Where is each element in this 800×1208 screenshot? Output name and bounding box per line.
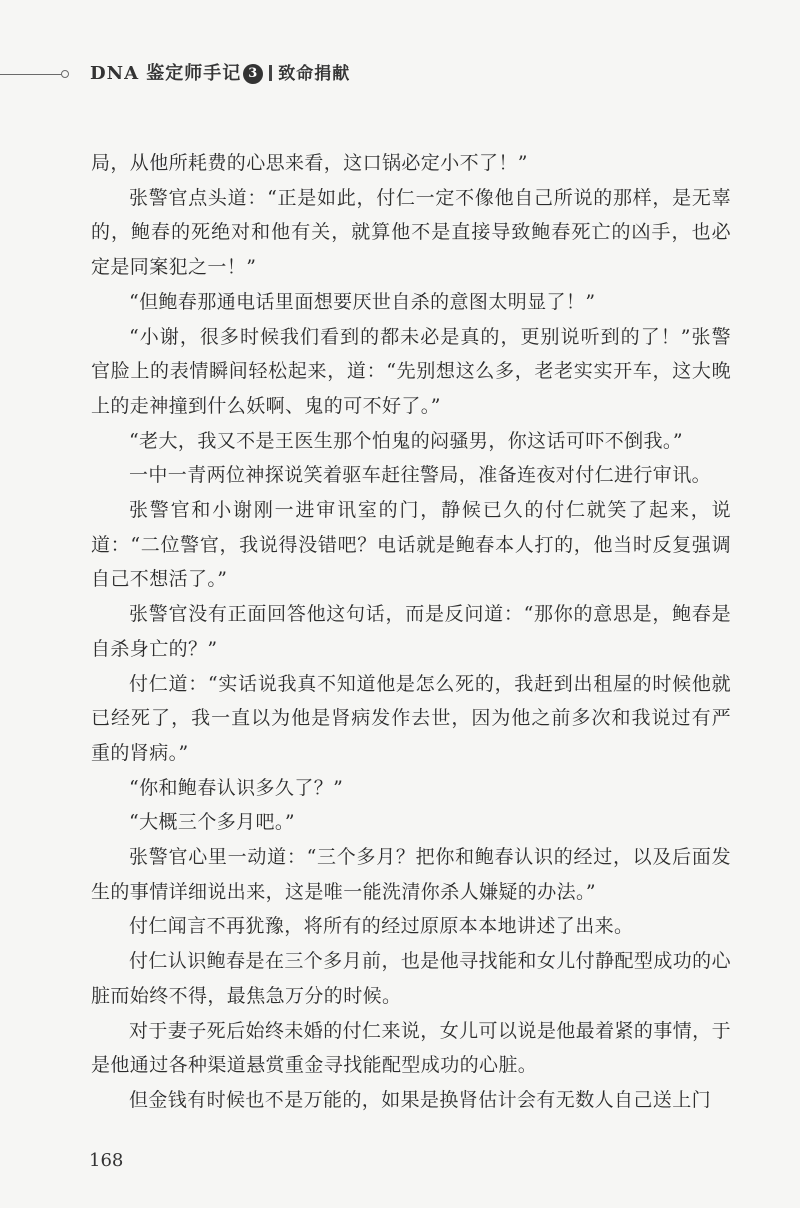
- paragraph: 张警官和小谢刚一进审讯室的门，静候已久的付仁就笑了起来，说道：“二位警官，我说得没错吧？电话就是鲍春本人打的，他当时反复强调自己不想活了。”: [91, 499, 731, 591]
- header-rule: [0, 74, 62, 75]
- body-text: [91, 146, 731, 1118]
- paragraph: 张警官心里一动道：“三个多月？把你和鲍春认识的经过，以及后面发生的事情详细说出来，这是唯一能洗清你杀人嫌疑的办法。”: [91, 846, 731, 903]
- header-ornament-circle: [61, 70, 69, 78]
- paragraph: 一中一青两位神探说笑着驱车赶往警局，准备连夜对付仁进行审讯。: [129, 464, 712, 487]
- paragraph: 张警官点头道：“正是如此，付仁一定不像他自己所说的那样，是无辜的，鲍春的死绝对和他有关，就算他不是直接导致鲍春死亡的凶手，也必定是同案犯之一！”: [91, 186, 731, 279]
- running-header: [0, 60, 800, 90]
- paragraph: “老大，我又不是王医生那个怕鬼的闷骚男，你这话可吓不倒我。”: [129, 429, 683, 452]
- paragraph: 张警官没有正面回答他这句话，而是反问道：“那你的意思是，鲍春是自杀身亡的？”: [91, 603, 731, 660]
- paragraph: 但金钱有时候也不是万能的，如果是换肾估计会有无数人自己送上门: [129, 1088, 712, 1111]
- paragraph: 局，从他所耗费的心思来看，这口锅必定小不了！”: [91, 152, 528, 174]
- page-number: 168: [89, 1150, 124, 1171]
- book-header-title: [90, 60, 350, 88]
- book-subtitle: 致命捐献: [278, 64, 351, 84]
- paragraph: 付仁道：“实话说我真不知道他是怎么死的，我赶到出租屋的时候他就已经死了，我一直以为他是肾病发作去世，因为他之前多次和我说过有严重的肾病。”: [91, 672, 731, 764]
- paragraph: 付仁闻言不再犹豫，将所有的经过原原本本地讲述了出来。: [129, 915, 634, 938]
- paragraph: “你和鲍春认识多久了？”: [129, 776, 344, 799]
- paragraph: “但鲍春那通电话里面想要厌世自杀的意图太明显了！”: [129, 290, 596, 313]
- paragraph: “大概三个多月吧。”: [129, 811, 295, 834]
- title-separator: [269, 65, 272, 81]
- book-title: DNA 鉴定师手记: [90, 63, 242, 84]
- paragraph: 付仁认识鲍春是在三个多月前，也是他寻找能和女儿付静配型成功的心脏而始终不得，最焦急万分的时候。: [91, 950, 731, 1007]
- volume-badge: 3: [243, 64, 263, 84]
- paragraph: 对于妻子死后始终未婚的付仁来说，女儿可以说是他最着紧的事情，于是他通过各种渠道悬赏重金寻找能配型成功的心脏。: [91, 1019, 731, 1077]
- paragraph: “小谢，很多时候我们看到的都未必是真的，更别说听到的了！”张警官脸上的表情瞬间轻松起来，道：“先别想这么多，老老实实开车，这大晚上的走神撞到什么妖啊、鬼的可不好了。”: [91, 325, 731, 417]
